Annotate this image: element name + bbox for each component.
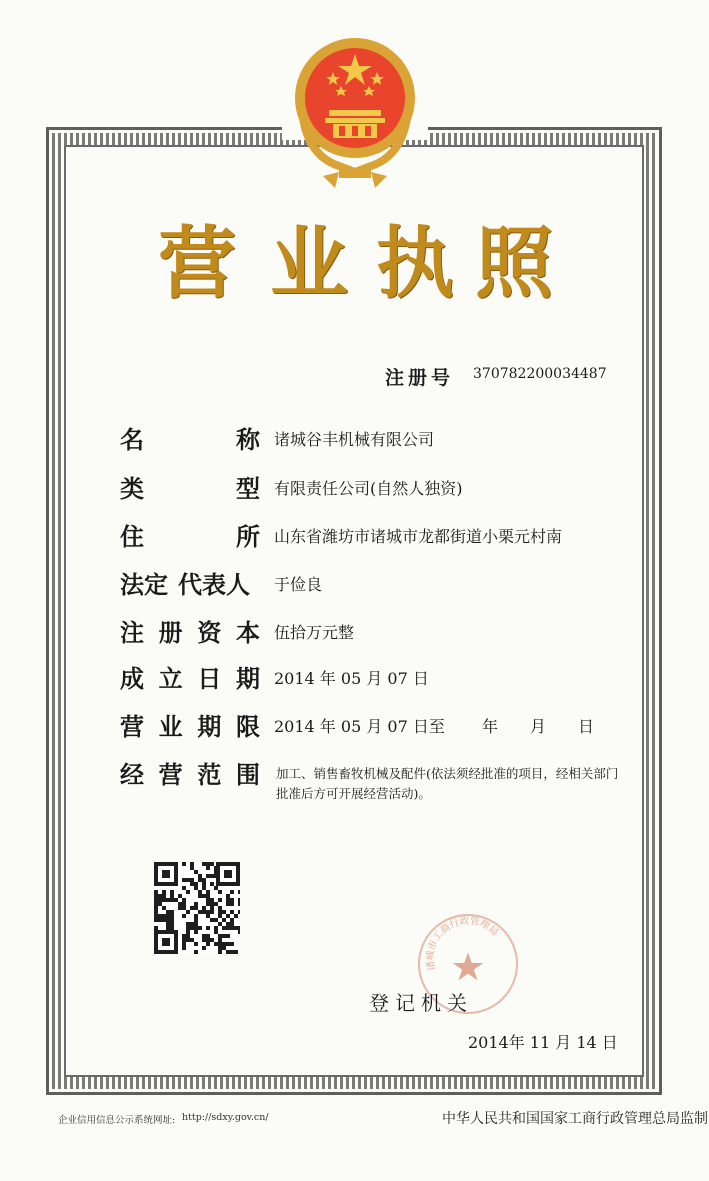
title-char: 执 — [376, 219, 455, 309]
field-value-address: 山东省潍坊市诸城市龙都街道小栗元村南 — [274, 527, 563, 546]
field-value-established: 2014 年 05 月 07 日 — [274, 669, 429, 688]
national-emblem-icon — [289, 26, 421, 194]
registration-number: 370782200034487 — [473, 366, 607, 382]
title-char: 业 — [270, 219, 349, 309]
registration-label: 注册号 — [385, 367, 455, 389]
field-value-legal-rep: 于俭良 — [274, 575, 323, 594]
field-label-term: 营 业 期 限 — [120, 713, 260, 741]
field-label-established: 成 立 日 期 — [120, 665, 260, 693]
qr-code-icon — [154, 862, 240, 954]
registration-authority-label: 登记机关 — [369, 991, 473, 1015]
field-value-term: 2014 年 05 月 07 日至 年 月 日 — [274, 717, 594, 736]
footer-website-label: 企业信用信息公示系统网址: — [58, 1115, 176, 1126]
footer-issuer: 中华人民共和国国家工商行政管理总局监制 — [442, 1111, 708, 1127]
field-label-capital: 注 册 资 本 — [120, 619, 260, 647]
title-char: 营 — [158, 219, 237, 309]
field-value-name: 诸城谷丰机械有限公司 — [274, 430, 435, 449]
field-label-type: 类 型 — [120, 475, 260, 503]
field-value-capital: 伍拾万元整 — [274, 623, 355, 642]
field-label-legal-rep: 法定 代表人 — [120, 571, 250, 599]
certificate-inner-border — [64, 145, 644, 1077]
field-label-scope: 经 营 范 围 — [120, 761, 260, 789]
field-label-address: 住 所 — [120, 523, 260, 551]
field-label-name: 名 称 — [120, 426, 260, 454]
footer-website-url[interactable]: http://sdxy.gov.cn/ — [182, 1112, 269, 1123]
svg-text:诸城市工商行政管理局: 诸城市工商行政管理局 — [425, 916, 501, 972]
field-value-type: 有限责任公司(自然人独资) — [274, 479, 463, 498]
title-char: 照 — [475, 219, 554, 309]
issue-date: 2014年 11 月 14 日 — [468, 1033, 618, 1052]
field-value-scope: 加工、销售畜牧机械及配件(依法须经批准的项目，经相关部门批准后方可开展经营活动)。 — [276, 766, 619, 801]
